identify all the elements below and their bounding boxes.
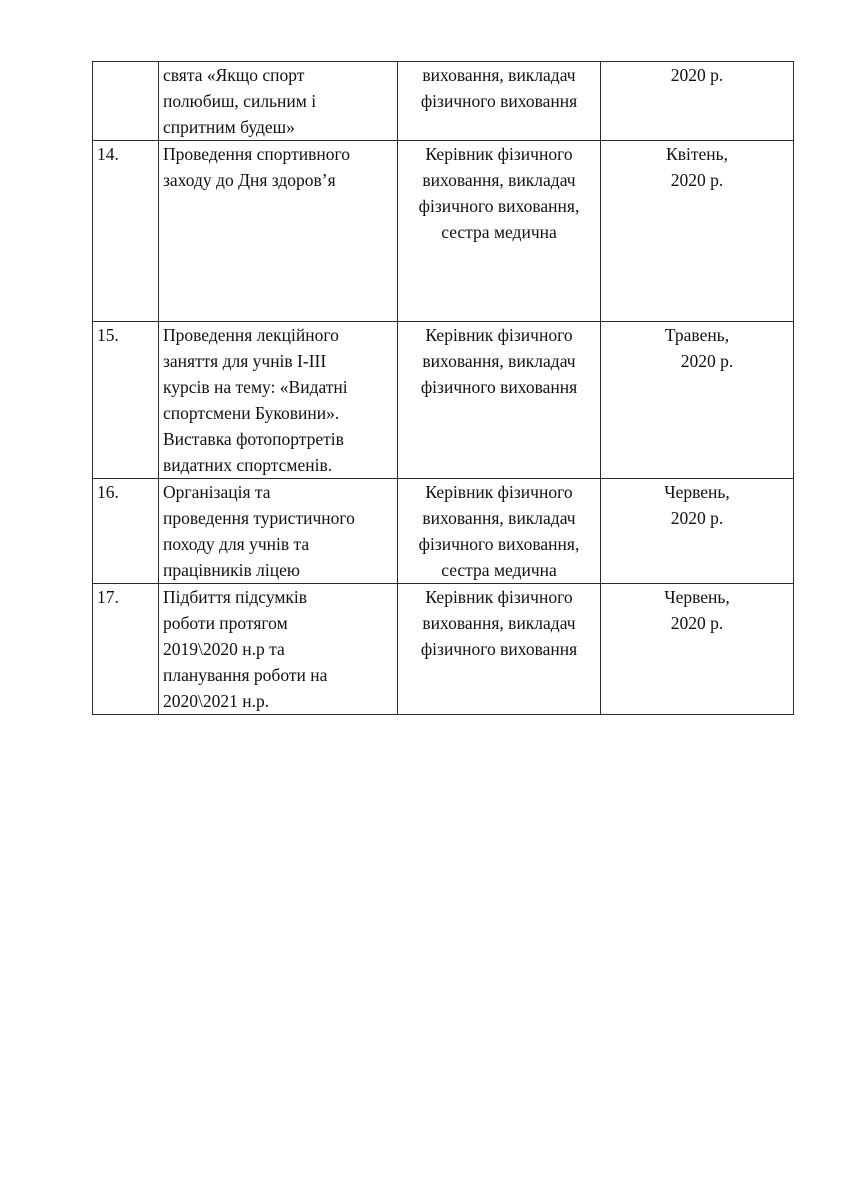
responsible-line: виховання, викладач <box>422 65 576 85</box>
event-line: Підбиття підсумків <box>163 587 308 607</box>
row-number-cell <box>93 479 159 584</box>
event-line: працівників ліцею <box>163 560 300 580</box>
responsible-line: виховання, викладач <box>422 351 576 371</box>
event-line: видатних спортсменів. <box>163 455 333 475</box>
responsible-line: фізичного виховання <box>420 639 578 659</box>
event-line: спритним будеш» <box>163 117 295 137</box>
event-line: 2020\2021 н.р. <box>163 691 270 711</box>
responsible-line: фізичного виховання, <box>418 534 580 554</box>
event-line: походу для учнів та <box>163 534 310 554</box>
responsible-line: сестра медична <box>441 560 557 580</box>
event-line: 2019\2020 н.р та <box>163 639 285 659</box>
term-cell <box>601 62 794 141</box>
responsible-cell <box>398 62 601 141</box>
term-cell <box>601 584 794 715</box>
event-line: свята «Якщо спорт <box>163 65 305 85</box>
event-line: Проведення лекційного <box>163 325 339 345</box>
table-row <box>93 62 794 141</box>
event-cell <box>159 62 398 141</box>
responsible-cell <box>398 141 601 322</box>
term-line: 2020 р. <box>680 351 734 371</box>
responsible-line: фізичного виховання, <box>418 196 580 216</box>
row-number-cell <box>93 141 159 322</box>
responsible-cell <box>398 584 601 715</box>
plan-table <box>92 61 794 715</box>
event-line: полюбиш, сильним і <box>163 91 317 111</box>
term-cell <box>601 479 794 584</box>
event-cell <box>159 584 398 715</box>
term-line: 2020 р. <box>670 613 724 633</box>
responsible-line: Керівник фізичного <box>425 144 573 164</box>
event-line: заходу до Дня здоров’я <box>163 170 336 190</box>
responsible-line: сестра медична <box>441 222 557 242</box>
term-line: Травень, <box>664 325 730 345</box>
table-row <box>93 479 794 584</box>
responsible-cell <box>398 322 601 479</box>
event-cell <box>159 322 398 479</box>
responsible-line: виховання, викладач <box>422 508 576 528</box>
event-line: Проведення спортивного <box>163 144 350 164</box>
responsible-line: виховання, викладач <box>422 613 576 633</box>
responsible-line: Керівник фізичного <box>425 587 573 607</box>
event-line: заняття для учнів І-ІІІ <box>163 351 327 371</box>
event-cell <box>159 479 398 584</box>
term-line: Квітень, <box>666 144 728 164</box>
event-line: Організація та <box>163 482 271 502</box>
row-number: 17. <box>97 587 119 607</box>
responsible-line: Керівник фізичного <box>425 482 573 502</box>
row-number: 16. <box>97 482 119 502</box>
row-number: 14. <box>97 144 119 164</box>
term-line: Червень, <box>664 482 730 502</box>
event-line: Виставка фотопортретів <box>163 429 344 449</box>
row-number-cell <box>93 584 159 715</box>
table-row <box>93 141 794 322</box>
table-row <box>93 584 794 715</box>
responsible-line: Керівник фізичного <box>425 325 573 345</box>
row-number-cell <box>93 62 159 141</box>
event-line: роботи протягом <box>163 613 288 633</box>
row-number: 15. <box>97 325 119 345</box>
responsible-line: фізичного виховання <box>420 91 578 111</box>
event-line: курсів на тему: «Видатні <box>163 377 348 397</box>
responsible-line: фізичного виховання <box>420 377 578 397</box>
responsible-cell <box>398 479 601 584</box>
event-cell <box>159 141 398 322</box>
row-number-cell <box>93 322 159 479</box>
term-line: 2020 р. <box>670 508 724 528</box>
term-cell <box>601 141 794 322</box>
term-line: 2020 р. <box>670 170 724 190</box>
table-row <box>93 322 794 479</box>
event-line: планування роботи на <box>163 665 328 685</box>
term-line: 2020 р. <box>670 65 724 85</box>
term-line: Червень, <box>664 587 730 607</box>
event-line: проведення туристичного <box>163 508 355 528</box>
term-cell <box>601 322 794 479</box>
responsible-line: виховання, викладач <box>422 170 576 190</box>
event-line: спортсмени Буковини». <box>163 403 340 423</box>
